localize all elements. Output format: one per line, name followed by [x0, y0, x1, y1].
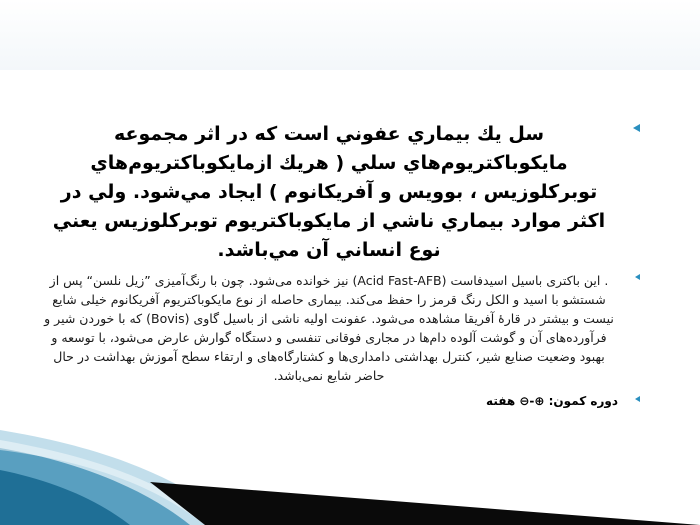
black-wedge [150, 482, 700, 525]
triangle-bullet-icon [635, 274, 640, 280]
bullet-text: دوره کمون: ⊕-⊖ هفته [486, 394, 618, 408]
bullet-item-tuberculosis-definition [40, 120, 640, 265]
corner-wave-decoration [0, 400, 700, 525]
bullet-text: . این باکتری باسیل اسیدفاست (Acid Fast-AFB) نیز خوانده می‌شود. چون با رنگ‌آمیزی ”زیل نلسن“ پس از شستشو با اسید و الکل رنگ قرمز را حفظ می‌کند. بیماری حاصله از نوع مایکوباکتریوم آفریکانوم خیلی شایع نیست و بیشتر در قارهٔ آفریقا مشاهده می‌شود. عفونت اولیه ناشی از باسیل گاوی (Bovis) که با خوردن شیر و فرآورده‌های آن و گوشت آلوده دام‌ها در مجاری فوقانی تنفسی و دستگاه گوارش عارض می‌شود، با توسعه و بهبود وضعیت صنایع شیر، کنترل بهداشتی دامداری‌ها و کشتارگاه‌های و ارتقاء سطح آموزش بهداشت در حال حاضر شایع نمی‌باشد. [44, 273, 614, 383]
bullet-item-acid-fast-bacillus [40, 271, 640, 385]
slide-top-band [0, 0, 700, 70]
bullet-list [40, 120, 640, 409]
bullet-text: سل يك بيماري عفوني است كه در اثر مجموعه مايكوباكتريوم‌هاي سلي ( هريك ازمايكوباكتريوم‌هاي توبركلوزيس ، بوويس و آفريكانوم ) ايجاد مي‌شود. ولي در اكثر موارد بيماري ناشي از مايكوباكتريوم توبركلوزيس يعني نوع انساني آن مي‌باشد. [52, 123, 606, 261]
triangle-bullet-icon [633, 124, 640, 132]
